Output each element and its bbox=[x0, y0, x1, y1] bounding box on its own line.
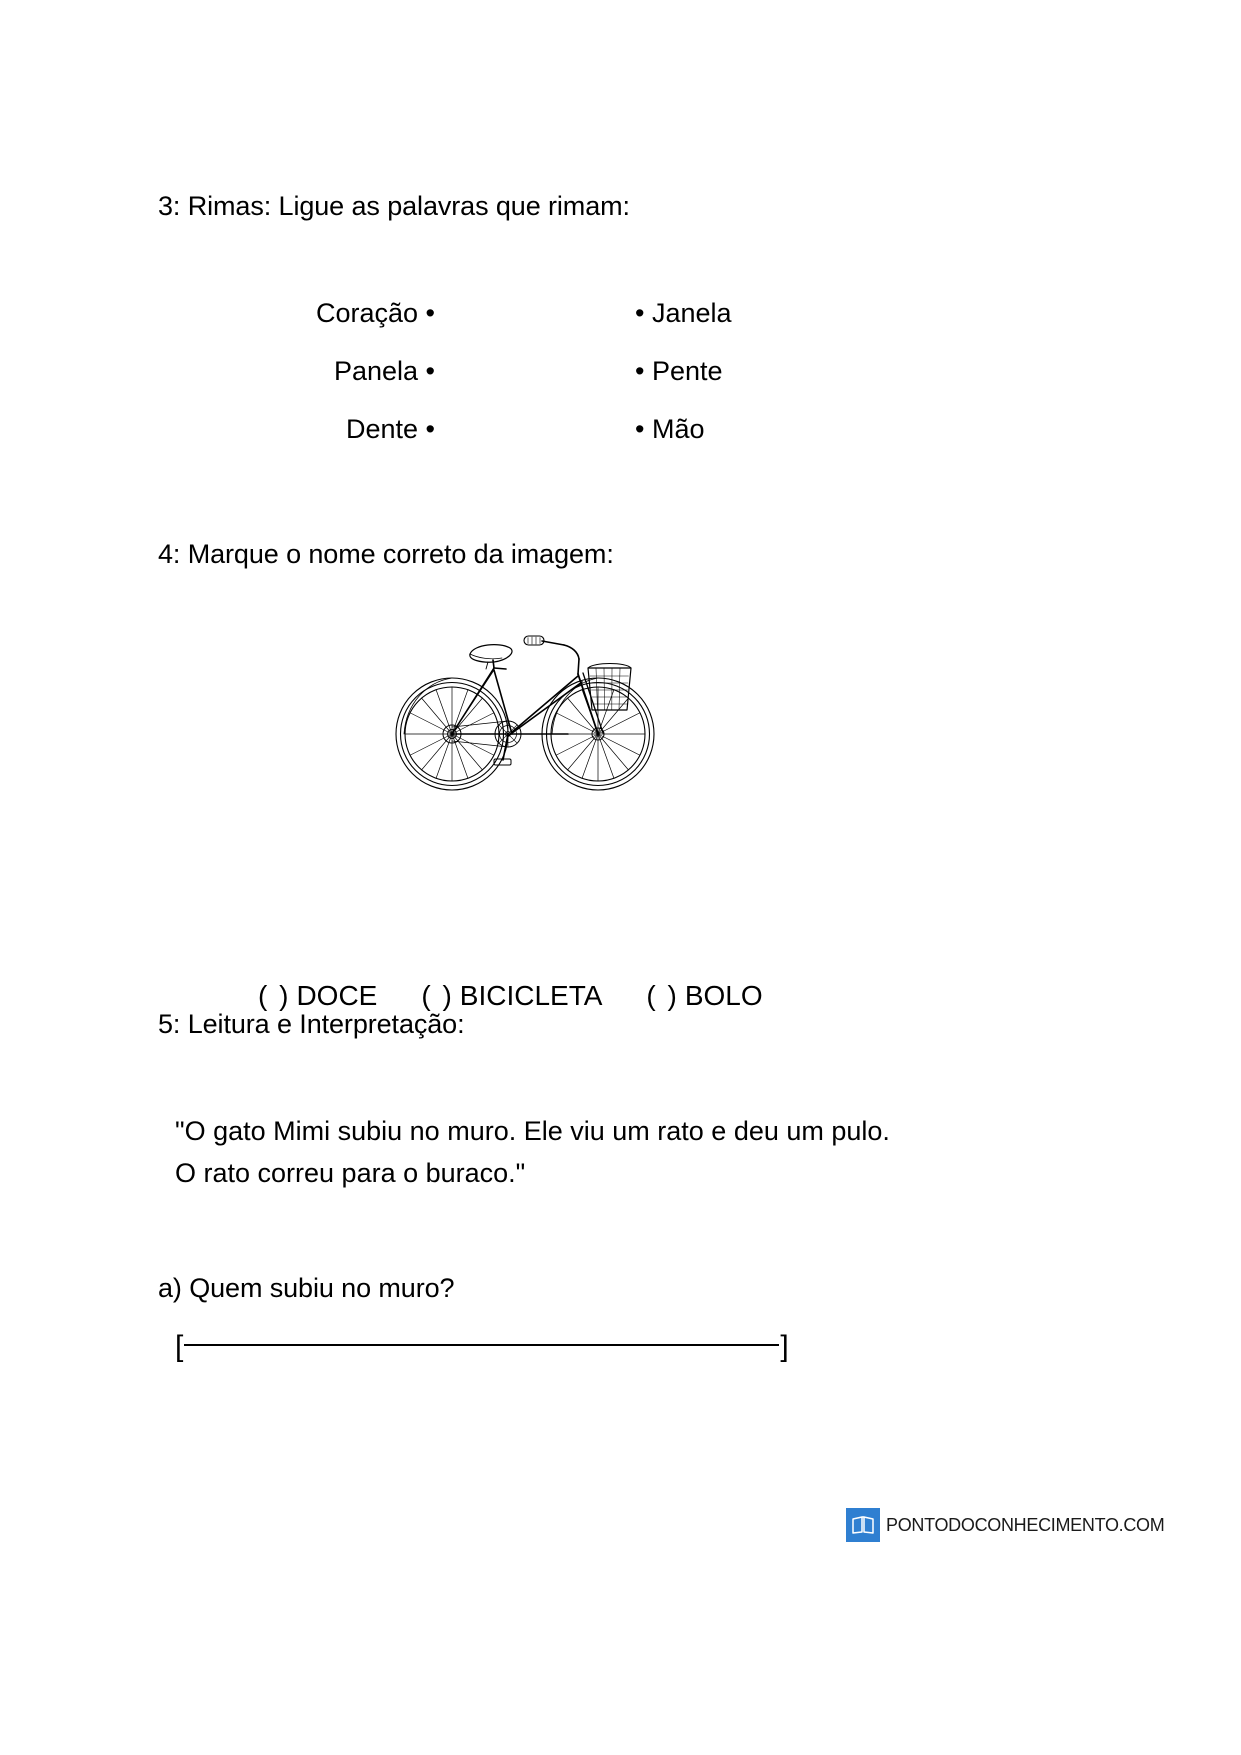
footer-watermark[interactable] bbox=[846, 1508, 1164, 1542]
bicycle-illustration bbox=[382, 612, 672, 797]
question-5a-text: a) Quem subiu no muro? bbox=[158, 1273, 455, 1303]
rhyme-right-word[interactable]: • Mão bbox=[635, 414, 705, 444]
rhyme-matching-block bbox=[175, 298, 895, 472]
question-5-heading: 5: Leitura e Interpretação: bbox=[158, 1009, 465, 1039]
option-label: DOCE bbox=[296, 980, 378, 1011]
question-3-heading: 3: Rimas: Ligue as palavras que rimam: bbox=[158, 191, 630, 221]
option-label: BICICLETA bbox=[459, 980, 603, 1011]
answer-write-rule[interactable] bbox=[184, 1343, 779, 1346]
question-4-heading: 4: Marque o nome correto da imagem: bbox=[158, 539, 614, 569]
rhyme-right-word[interactable]: • Pente bbox=[635, 356, 723, 386]
option-checkbox[interactable]: ( ) bbox=[258, 980, 291, 1011]
rhyme-left-word[interactable]: Dente • bbox=[345, 414, 435, 444]
book-icon bbox=[846, 1508, 880, 1542]
reading-passage bbox=[175, 1110, 1075, 1194]
option-label: BOLO bbox=[684, 980, 763, 1011]
option-checkbox[interactable]: ( ) bbox=[421, 980, 454, 1011]
answer-line[interactable] bbox=[175, 1332, 789, 1362]
passage-line: O rato correu para o buraco." bbox=[175, 1158, 526, 1188]
rhyme-left-word[interactable]: Panela • bbox=[333, 356, 435, 386]
answer-bracket-open: [ bbox=[175, 1330, 184, 1363]
option-bolo[interactable] bbox=[646, 980, 762, 1012]
rhyme-right-word[interactable]: • Janela bbox=[635, 298, 732, 328]
answer-bracket-close: ] bbox=[780, 1330, 789, 1363]
rhyme-left-word[interactable]: Coração • bbox=[315, 298, 435, 328]
option-checkbox[interactable]: ( ) bbox=[646, 980, 679, 1011]
rhyme-row bbox=[175, 414, 895, 472]
rhyme-row bbox=[175, 356, 895, 414]
rhyme-row bbox=[175, 298, 895, 356]
footer-site-name: PONTODOCONHECIMENTO.COM bbox=[886, 1514, 1165, 1535]
passage-line: "O gato Mimi subiu no muro. Ele viu um rato e deu um pulo. bbox=[175, 1116, 890, 1146]
